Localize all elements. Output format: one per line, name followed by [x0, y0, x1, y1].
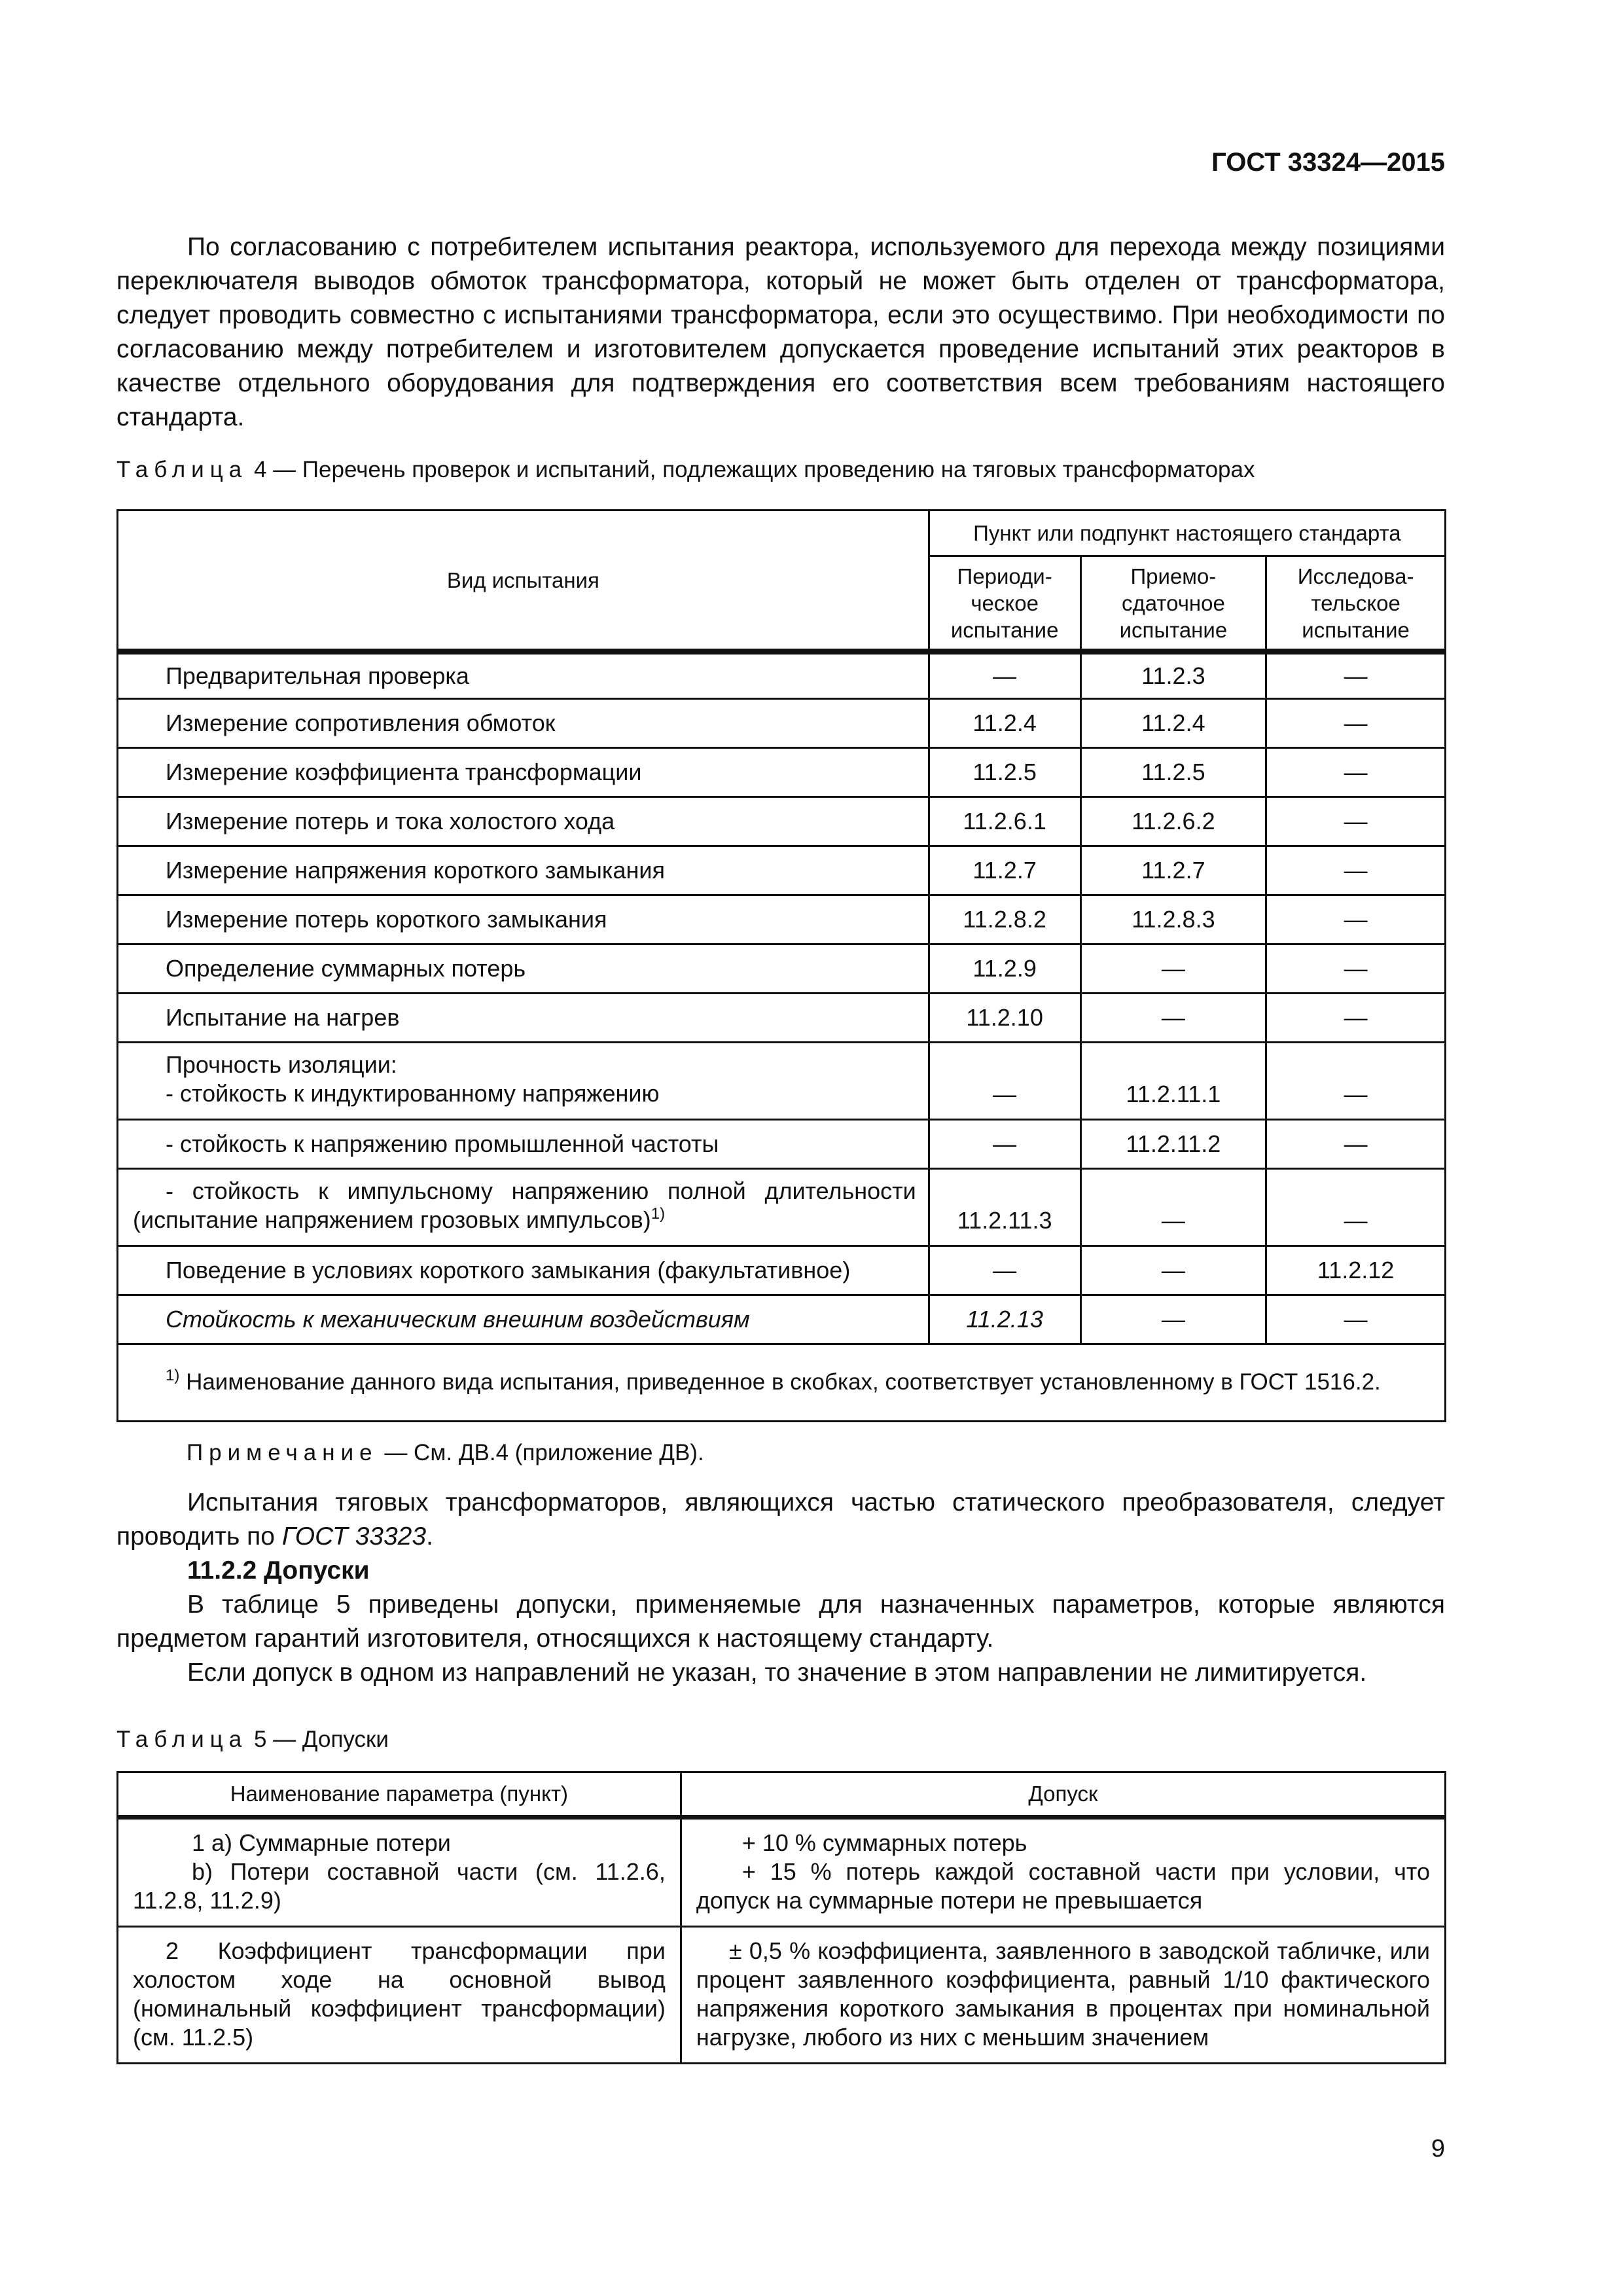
- row-periodic: 11.2.5: [929, 748, 1080, 797]
- row-name: Поведение в условиях короткого замыкания (факультативное): [118, 1246, 929, 1295]
- table5-col-tolerance: Допуск: [681, 1772, 1445, 1818]
- row-acceptance: 11.2.11.1: [1080, 1043, 1266, 1120]
- row-research: —: [1266, 1169, 1446, 1246]
- row-name: Измерение напряжения короткого замыкания: [118, 846, 929, 895]
- row-name: Определение суммарных потерь: [118, 944, 929, 994]
- table-row: [118, 994, 1446, 1043]
- row-research: —: [1266, 748, 1446, 797]
- traction-end: .: [426, 1522, 433, 1551]
- row-periodic: —: [929, 652, 1080, 699]
- row-name: Предварительная проверка: [118, 652, 929, 699]
- table-row: [118, 1120, 1446, 1169]
- table4-caption: [116, 456, 1255, 484]
- row-periodic: 11.2.4: [929, 699, 1080, 748]
- row-acceptance: 11.2.11.2: [1080, 1120, 1266, 1169]
- intro-paragraph: [116, 230, 1445, 435]
- table-row: [118, 1043, 1446, 1120]
- footnote-text: Наименование данного вида испытания, приведенное в скобках, соответствует установленному в ГОСТ 1516.2.: [179, 1369, 1381, 1395]
- table-row: [118, 846, 1446, 895]
- row-periodic: 11.2.6.1: [929, 797, 1080, 846]
- row-acceptance: 11.2.6.2: [1080, 797, 1266, 846]
- section-heading: 11.2.2 Допуски: [187, 1556, 370, 1585]
- row-acceptance: 11.2.4: [1080, 699, 1266, 748]
- row2-tolerance: ± 0,5 % коэффициента, заявленного в заводской табличке, или процент заявленного коэффициента, равный 1/10 фактического напряжения короткого замыкания в процентах при номинальной нагрузке, любого из них с меньшим значением: [681, 1927, 1445, 2064]
- row-name: - стойкость к напряжению промышленной частоты: [118, 1120, 929, 1169]
- table4-col-test: Вид испытания: [118, 511, 929, 652]
- row-name: [118, 1169, 929, 1246]
- table4-tests: [116, 509, 1446, 1422]
- table4-col-group: Пункт или подпункт настоящего стандарта: [929, 511, 1445, 556]
- row-research: —: [1266, 1120, 1446, 1169]
- footnote-mark: 1): [166, 1366, 180, 1384]
- gost-33323-ref: ГОСТ 33323: [281, 1522, 427, 1551]
- table-row: [118, 895, 1446, 944]
- row2-param: 2 Коэффициент трансформации при холостом ходе на основной вывод (номинальный коэффициент трансформации) (см. 11.2.5): [118, 1927, 681, 2064]
- page-number: 9: [1431, 2135, 1445, 2162]
- limit-paragraph: Если допуск в одном из направлений не указан, то значение в этом направлении не лимитируется.: [187, 1659, 1367, 1687]
- table4-col-research: Исследова- тельское испытание: [1266, 556, 1446, 652]
- table5-tolerances: [116, 1771, 1446, 2064]
- row-acceptance: 11.2.3: [1080, 652, 1266, 699]
- table-row: [118, 797, 1446, 846]
- row-research: —: [1266, 1295, 1446, 1344]
- row-name: Стойкость к механическим внешним воздействиям: [118, 1295, 929, 1344]
- row-name: Измерение сопротивления обмоток: [118, 699, 929, 748]
- row-acceptance: 11.2.7: [1080, 846, 1266, 895]
- row-periodic: 11.2.13: [929, 1295, 1080, 1344]
- table5-intro-paragraph: В таблице 5 приведены допуски, применяемые для назначенных параметров, которые являются предметом гарантий изготовителя, относящихся к настоящему стандарту.: [116, 1590, 1445, 1653]
- table5-caption-label: Таблица: [116, 1727, 248, 1752]
- row-periodic: 11.2.10: [929, 994, 1080, 1043]
- table-row: [118, 1169, 1446, 1246]
- row-periodic: —: [929, 1246, 1080, 1295]
- row1-param: [118, 1818, 681, 1927]
- row-acceptance: —: [1080, 1295, 1266, 1344]
- row-name-line2: (испытание напряжением грозовых импульсов): [133, 1206, 651, 1233]
- row-name: Измерение потерь короткого замыкания: [118, 895, 929, 944]
- table-row: [118, 944, 1446, 994]
- row-acceptance: 11.2.8.3: [1080, 895, 1266, 944]
- row-research: —: [1266, 994, 1446, 1043]
- row-name: Измерение потерь и тока холостого хода: [118, 797, 929, 846]
- table5-col-param: Наименование параметра (пункт): [118, 1772, 681, 1818]
- row-periodic: —: [929, 1043, 1080, 1120]
- row-periodic: 11.2.7: [929, 846, 1080, 895]
- row-research: —: [1266, 652, 1446, 699]
- table4-note: [187, 1440, 704, 1466]
- intro-text: По согласованию с потребителем испытания реактора, используемого для перехода между позициями переключателя выводов обмоток трансформатора, который не может быть отделен от трансформатора, следует проводить совместно с испытаниями трансформатора, если это осуществимо. При необходимости по согласованию между потребителем и изготовителем допускается проведение испытаний этих реакторов в качестве отдельного оборудования для подтверждения его соответствия всем требованиям настоящего стандарта.: [116, 233, 1445, 431]
- row-acceptance: —: [1080, 1169, 1266, 1246]
- row-research: —: [1266, 846, 1446, 895]
- row-name: Измерение коэффициента трансформации: [118, 748, 929, 797]
- table5-caption-text: 5 — Допуски: [253, 1727, 389, 1752]
- table-row: [118, 1295, 1446, 1344]
- row-acceptance: —: [1080, 1246, 1266, 1295]
- row1-param-a: 1 а) Суммарные потери: [192, 1829, 451, 1856]
- row-name: Испытание на нагрев: [118, 994, 929, 1043]
- row-research: —: [1266, 1043, 1446, 1120]
- table-row: [118, 1818, 1446, 1927]
- table-row: [118, 1246, 1446, 1295]
- table-row: [118, 748, 1446, 797]
- row-research: —: [1266, 797, 1446, 846]
- row-name-footnote-mark: 1): [651, 1205, 666, 1223]
- row-periodic: —: [929, 1120, 1080, 1169]
- table4-col-periodic: Периоди- ческое испытание: [929, 556, 1080, 652]
- row-research: —: [1266, 944, 1446, 994]
- row-periodic: 11.2.11.3: [929, 1169, 1080, 1246]
- row-research: —: [1266, 699, 1446, 748]
- row1-tolerance: [681, 1818, 1445, 1927]
- table4-footnote: [118, 1344, 1446, 1422]
- note-text: — См. ДВ.4 (приложение ДВ).: [378, 1440, 704, 1465]
- table4-caption-text: 4 — Перечень проверок и испытаний, подлежащих проведению на тяговых трансформаторах: [253, 457, 1255, 482]
- row-name-line1: - стойкость к импульсному напряжению полной длительности: [166, 1177, 916, 1204]
- row1-tol-b: + 15 % потерь каждой составной части при условии, что допуск на суммарные потери не превышается: [696, 1858, 1430, 1914]
- row-research: 11.2.12: [1266, 1246, 1446, 1295]
- row1-tol-a: + 10 % суммарных потерь: [741, 1829, 1027, 1856]
- row-name: Прочность изоляции: - стойкость к индуктированному напряжению: [118, 1043, 929, 1120]
- table-row: [118, 699, 1446, 748]
- row-research: —: [1266, 895, 1446, 944]
- row-acceptance: —: [1080, 994, 1266, 1043]
- traction-text: Испытания тяговых трансформаторов, являющихся частью статического преобразователя, следует проводить по: [116, 1488, 1445, 1551]
- row-acceptance: —: [1080, 944, 1266, 994]
- row1-param-b: b) Потери составной части (см. 11.2.6, 11.2.8, 11.2.9): [133, 1858, 666, 1914]
- table-row: [118, 652, 1446, 699]
- row-periodic: 11.2.8.2: [929, 895, 1080, 944]
- note-label: Примечание: [187, 1440, 378, 1465]
- row-acceptance: 11.2.5: [1080, 748, 1266, 797]
- table5-caption: [116, 1725, 389, 1754]
- table-row: [118, 1927, 1446, 2064]
- table4-caption-label: Таблица: [116, 457, 248, 482]
- table4-footnote-row: [118, 1344, 1446, 1422]
- row-periodic: 11.2.9: [929, 944, 1080, 994]
- table4-col-acceptance: Приемо- сдаточное испытание: [1080, 556, 1266, 652]
- body-text-block: [116, 1486, 1445, 1690]
- standard-designation: ГОСТ 33324—2015: [1211, 148, 1445, 177]
- traction-paragraph: [116, 1486, 1445, 1554]
